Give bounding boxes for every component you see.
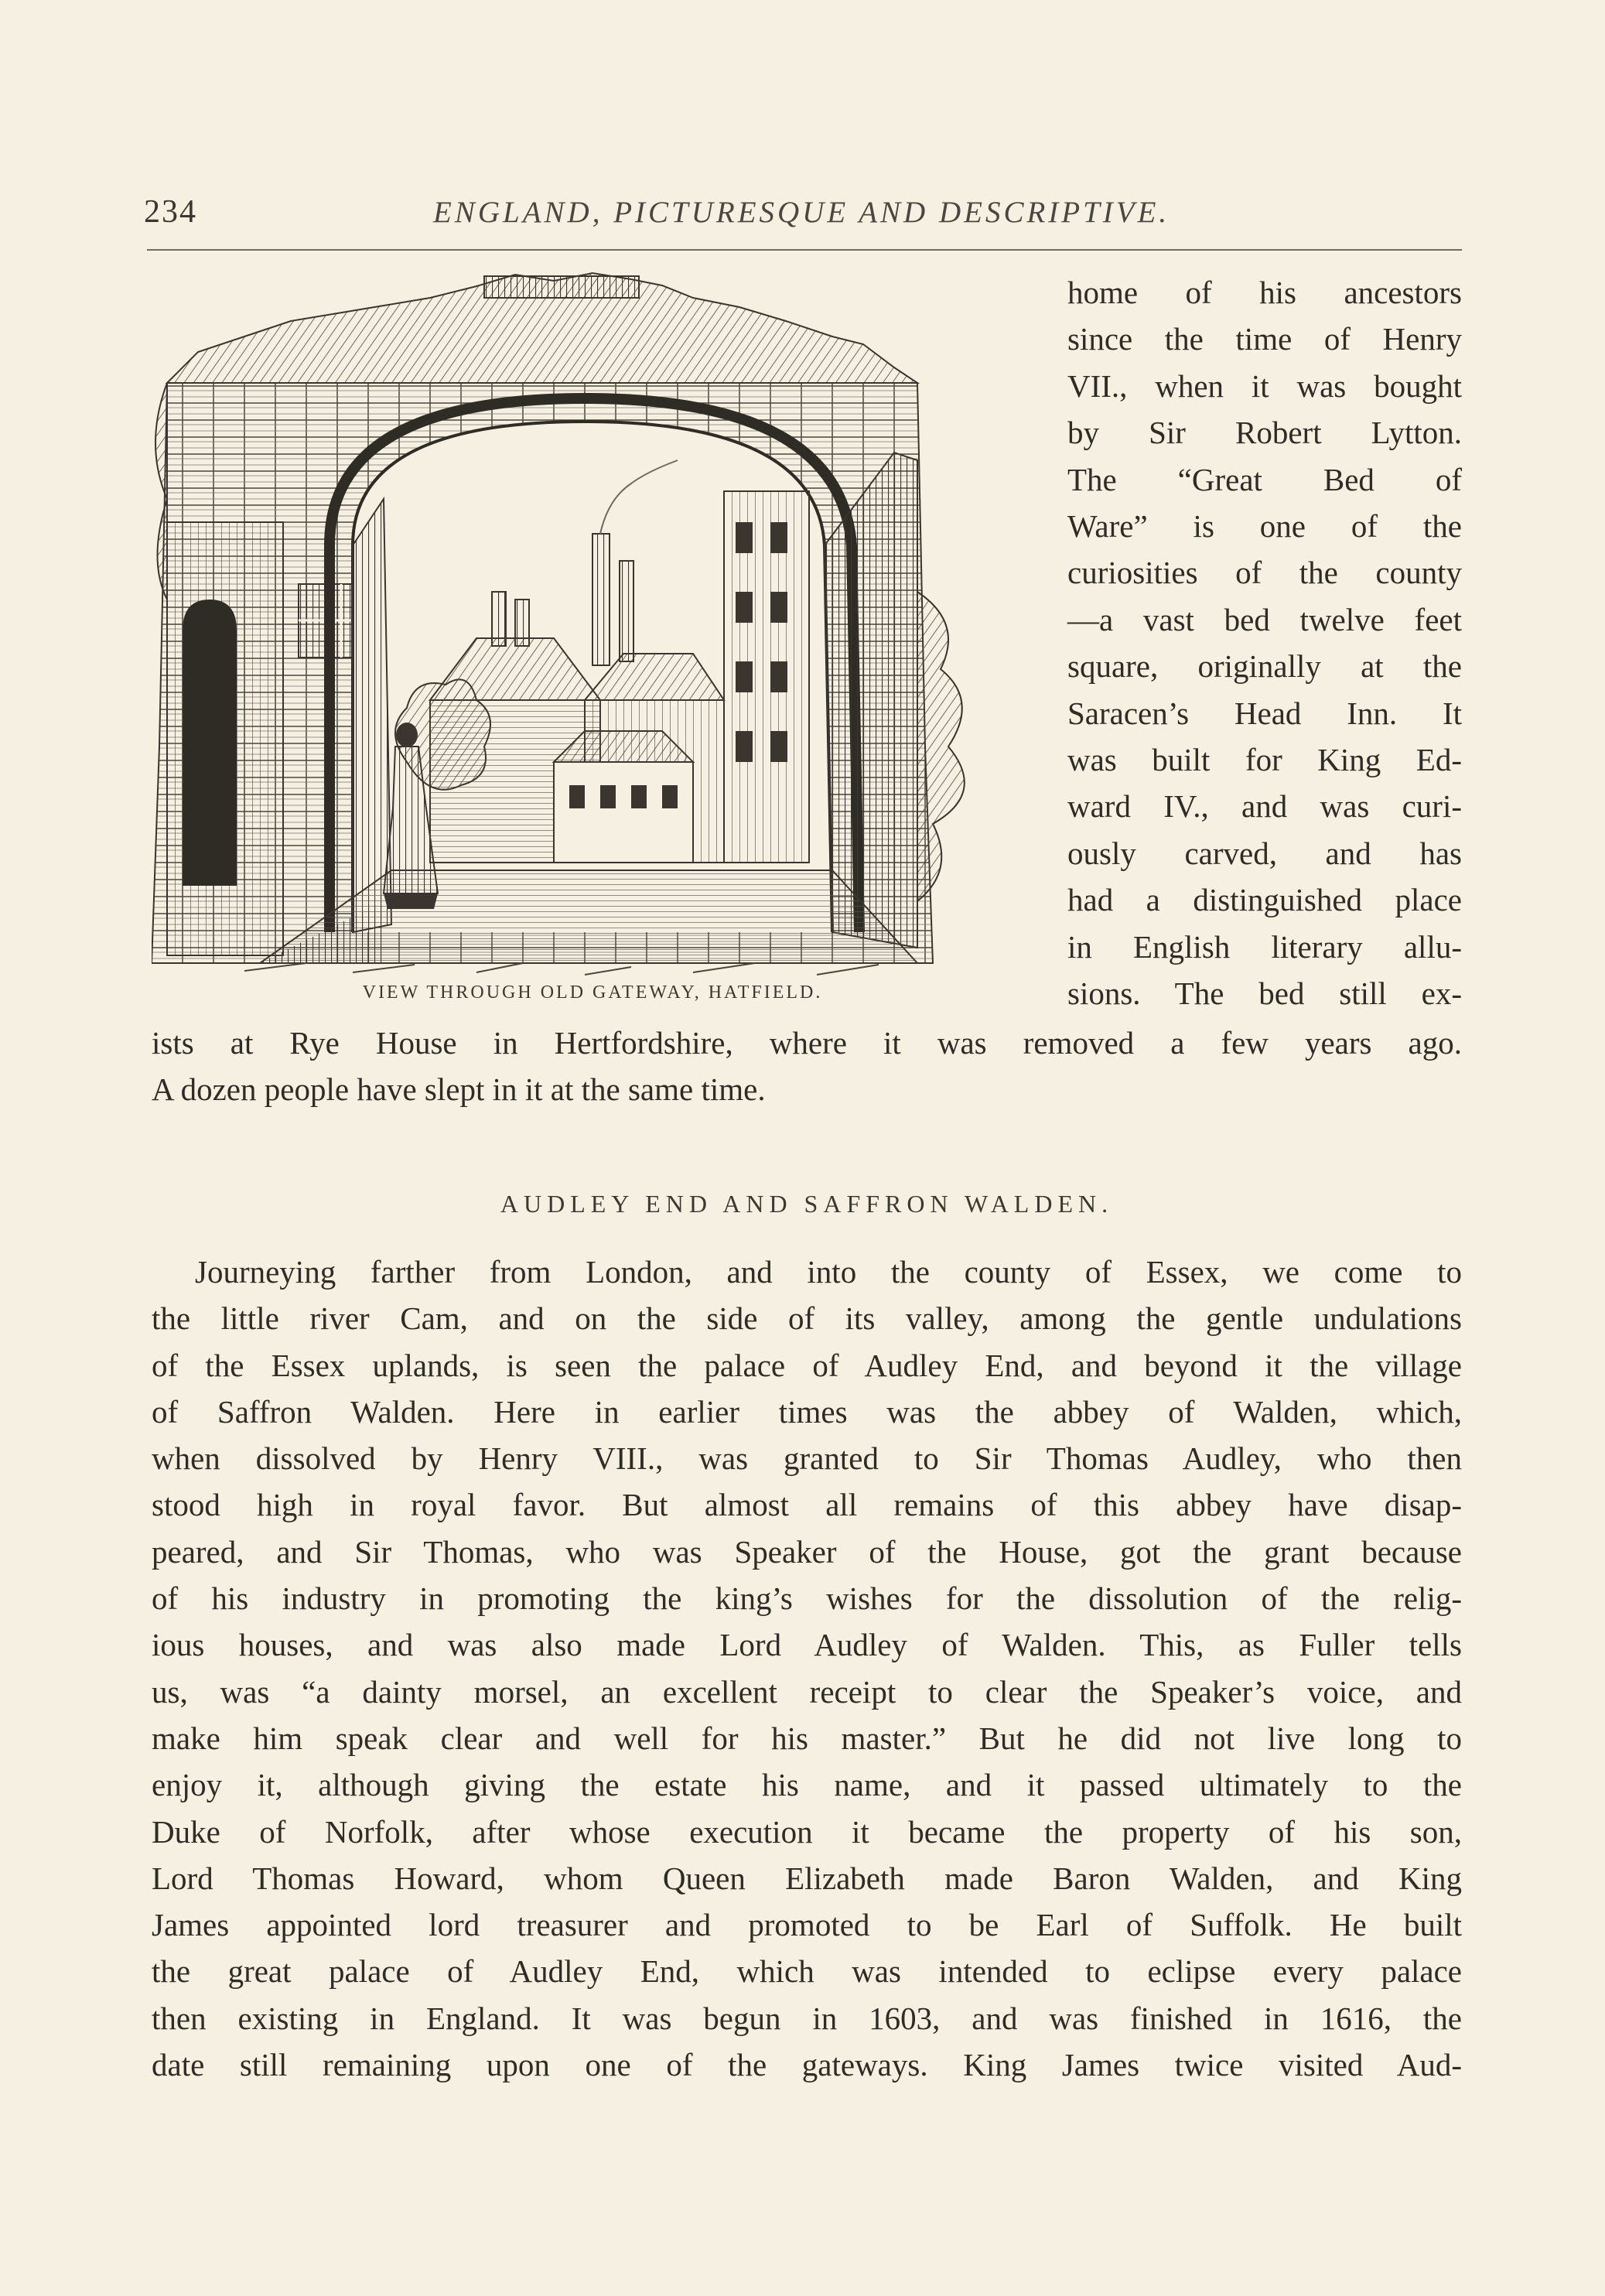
text-line: then existing in England. It was begun in 1603, and was finished in 1616, the: [152, 2000, 1462, 2036]
text-line: ward IV., and was curi-: [1067, 788, 1462, 825]
header-rule: [147, 249, 1462, 251]
side-column-text: [1067, 269, 1462, 1017]
text-line: since the time of Henry: [1067, 321, 1462, 357]
section-paragraph: [152, 1249, 1462, 2088]
text-line: Journeying farther from London, and into the county of Essex, we come to: [195, 1254, 1462, 1290]
text-line: date still remaining upon one of the gateways. King James twice visited Aud-: [152, 2047, 1462, 2083]
text-line: had a distinguished place: [1067, 882, 1462, 918]
text-line: James appointed lord treasurer and promoted to be Earl of Suffolk. He built: [152, 1907, 1462, 1943]
text-line: ists at Rye House in Hertfordshire, where it was removed a few years ago.: [152, 1025, 1462, 1061]
text-line: enjoy it, although giving the estate his name, and it passed ultimately to the: [152, 1767, 1462, 1803]
text-line: Duke of Norfolk, after whose execution it became the property of his son,: [152, 1813, 1462, 1850]
section-heading: AUDLEY END AND SAFFRON WALDEN.: [500, 1190, 1114, 1218]
text-line: of his industry in promoting the king’s wishes for the dissolution of the relig-: [152, 1580, 1462, 1617]
text-line: square, originally at the: [1067, 648, 1462, 685]
text-line: peared, and Sir Thomas, who was Speaker of the House, got the grant because: [152, 1533, 1462, 1570]
text-line: make him speak clear and well for his master.” But he did not live long to: [152, 1720, 1462, 1756]
text-line: VII., when it was bought: [1067, 367, 1462, 404]
text-line: in English literary allu-: [1067, 928, 1462, 965]
text-line: of the Essex uplands, is seen the palace of Audley End, and beyond it the village: [152, 1347, 1462, 1383]
text-line: ously carved, and has: [1067, 835, 1462, 871]
figure-caption: VIEW THROUGH OLD GATEWAY, HATFIELD.: [362, 982, 823, 1003]
text-line: the great palace of Audley End, which was intended to eclipse every palace: [152, 1953, 1462, 1990]
text-line: us, was “a dainty morsel, an excellent receipt to clear the Speaker’s voice, and: [152, 1673, 1462, 1710]
text-line: —a vast bed twelve feet: [1067, 601, 1462, 637]
text-line: A dozen people have slept in it at the same time.: [152, 1071, 766, 1107]
text-line: Ware” is one of the: [1067, 508, 1462, 545]
text-line: Saracen’s Head Inn. It: [1067, 695, 1462, 731]
text-line: ious houses, and was also made Lord Audley of Walden. This, as Fuller tells: [152, 1627, 1462, 1663]
text-line: home of his ancestors: [1067, 275, 1462, 310]
text-line: sions. The bed still ex-: [1067, 975, 1462, 1012]
text-line: The “Great Bed of: [1067, 461, 1462, 497]
text-line: of Saffron Walden. Here in earlier times was the abbey of Walden, which,: [152, 1393, 1462, 1430]
text-line: the little river Cam, and on the side of its valley, among the gentle undulations: [152, 1300, 1462, 1337]
text-line: stood high in royal favor. But almost all remains of this abbey have disap-: [152, 1487, 1462, 1523]
text-line: by Sir Robert Lytton.: [1067, 415, 1462, 451]
text-line: curiosities of the county: [1067, 555, 1462, 591]
page-number: 234: [144, 194, 197, 230]
text-line: when dissolved by Henry VIII., was granted to Sir Thomas Audley, who then: [152, 1440, 1462, 1477]
text-line: was built for King Ed-: [1067, 742, 1462, 778]
engraving-gateway-illustration: [152, 267, 1033, 986]
text-line: Lord Thomas Howard, whom Queen Elizabeth made Baron Walden, and King: [152, 1860, 1462, 1896]
running-head: ENGLAND, PICTURESQUE AND DESCRIPTIVE.: [433, 196, 1170, 229]
continued-paragraph: [152, 1020, 1462, 1112]
